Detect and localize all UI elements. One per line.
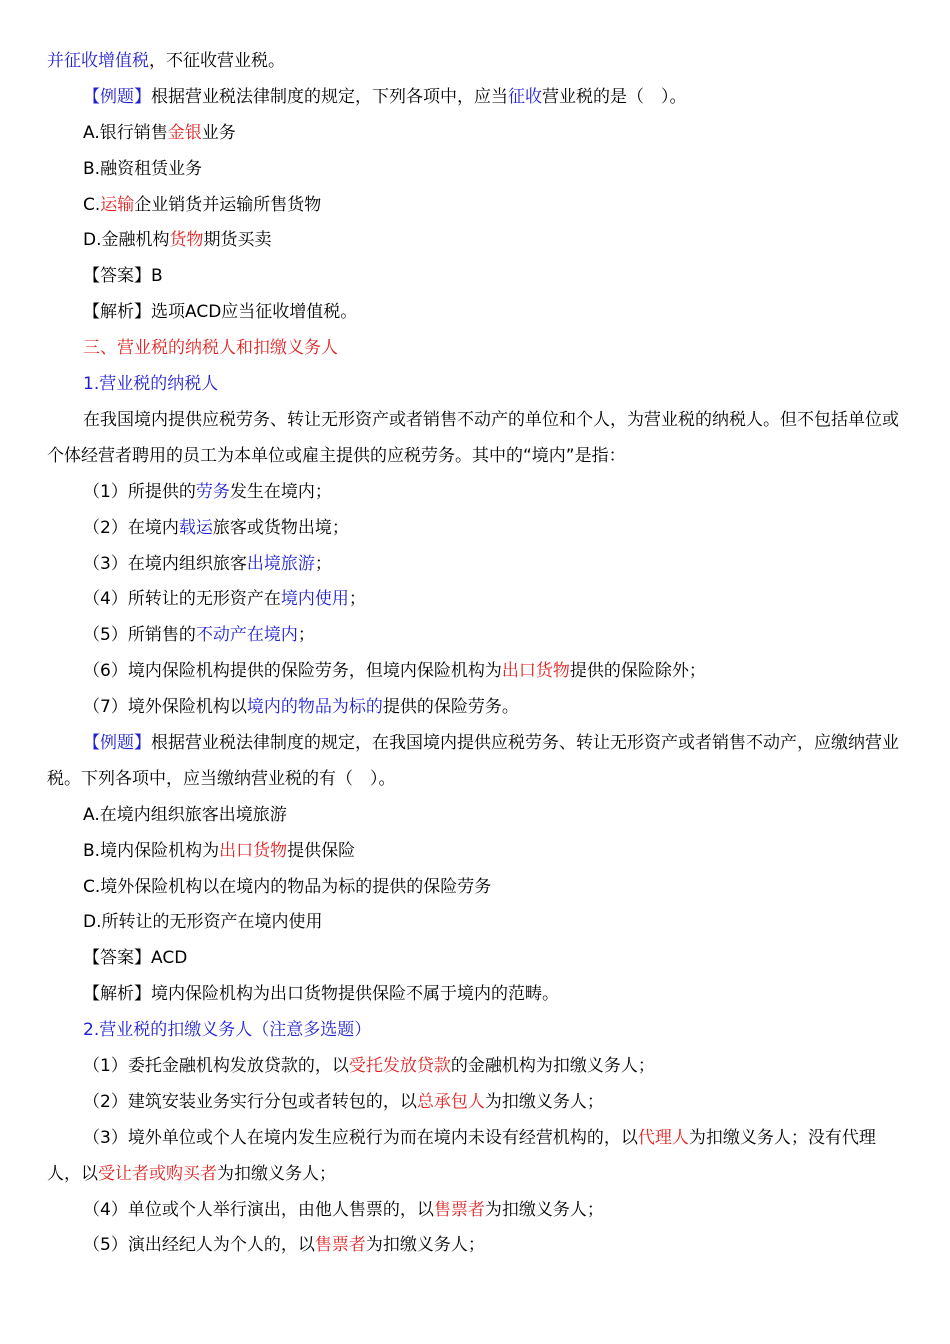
text-run: （5）演出经纪人为个人的，以	[83, 1235, 315, 1256]
text-run: （6）境内保险机构提供的保险劳务，但境内保险机构为	[83, 661, 502, 682]
text-run: 并征收增值税	[47, 51, 149, 71]
text-run: 为扣缴义务人；	[484, 1091, 604, 1112]
text-run: （3）境外单位或个人在境内发生应税行为而在境内未设有经营机构的，以	[83, 1127, 638, 1148]
text-run: D.金融机构	[83, 230, 170, 251]
paragraph-in7	[47, 690, 903, 726]
text-run: 1.营业税的纳税人	[83, 374, 219, 395]
paragraph-ex2-q	[47, 726, 903, 798]
text-run: 【例题】	[83, 732, 151, 753]
text-run: 境内的物品为标的	[246, 697, 383, 718]
paragraph-ex2-ans	[47, 941, 903, 977]
text-run: 企业销货并运输所售货物	[134, 194, 322, 215]
text-run: 出口货物	[219, 840, 288, 861]
text-run: 不动产在境内	[195, 625, 298, 646]
text-run: 根据营业税法律制度的规定，在我国境内提供应税劳务、转让无形资产或者销售不动产，应缴纳营业税。下列各项中，应当缴纳营业税的有（ ）。	[47, 732, 899, 789]
text-run: A.银行销售	[83, 122, 168, 143]
paragraph-in2	[47, 511, 903, 547]
paragraph-para1	[47, 403, 903, 475]
text-run: 出口货物	[501, 661, 570, 682]
text-run: 劳务	[195, 481, 230, 502]
paragraph-ex1-exp	[47, 295, 903, 331]
text-run: 期货买卖	[203, 230, 272, 251]
paragraph-in5	[47, 618, 903, 654]
text-run: 征收	[508, 86, 542, 107]
text-run: 提供的保险除外；	[569, 661, 706, 682]
paragraph-in3	[47, 547, 903, 583]
text-run: （5）所销售的	[83, 625, 196, 646]
text-run: 受托发放贷款	[348, 1056, 451, 1076]
text-run: 旅客或货物出境；	[212, 517, 349, 538]
paragraph-ex2-b	[47, 834, 903, 870]
text-run: （3）在境内组织旅客	[83, 553, 247, 574]
paragraph-w2	[47, 1085, 903, 1121]
text-run: （2）建筑安装业务实行分包或者转包的，以	[83, 1091, 417, 1112]
text-run: 载运	[178, 517, 213, 538]
text-run: ，不征收营业税。	[149, 51, 285, 71]
text-run: C.境外保险机构以在境内的物品为标的提供的保险劳务	[83, 876, 492, 897]
text-run: 售票者	[433, 1199, 485, 1220]
text-run: 【解析】选项ACD应当征收增值税。	[83, 302, 358, 323]
text-run: 【答案】B	[83, 266, 163, 287]
text-run: 为扣缴义务人；	[365, 1235, 485, 1256]
document-page	[47, 44, 903, 1264]
text-run: 【例题】	[83, 86, 151, 107]
text-run: 提供保险	[287, 840, 356, 861]
paragraph-sec3	[47, 331, 903, 367]
text-run: 根据营业税法律制度的规定，下列各项中，应当	[151, 86, 508, 107]
text-run: 为扣缴义务人；	[484, 1199, 604, 1220]
paragraph-ex1-ans	[47, 259, 903, 295]
paragraph-w5	[47, 1228, 903, 1264]
text-run: 【答案】ACD	[83, 948, 188, 969]
paragraph-ex1-q	[47, 80, 903, 116]
paragraph-in4	[47, 582, 903, 618]
paragraph-ex2-exp	[47, 977, 903, 1013]
text-run: B.境内保险机构为	[83, 840, 220, 861]
paragraph-intro-end	[47, 44, 903, 80]
text-run: （1）所提供的	[83, 481, 196, 502]
paragraph-in6	[47, 654, 903, 690]
text-run: （1）委托金融机构发放贷款的，以	[83, 1056, 349, 1076]
text-run: 提供的保险劳务。	[382, 697, 519, 718]
text-run: 出境旅游	[246, 553, 315, 574]
paragraph-sec3-1	[47, 367, 903, 403]
text-run: 金银	[167, 122, 202, 143]
text-run: B.融资租赁业务	[83, 158, 203, 179]
text-run: 为扣缴义务人；	[217, 1163, 336, 1184]
paragraph-sec3-2	[47, 1013, 903, 1049]
paragraph-ex2-d	[47, 905, 903, 941]
text-run: 总承包人	[416, 1091, 485, 1112]
text-run: 货物	[169, 230, 204, 251]
paragraph-ex1-a	[47, 116, 903, 152]
text-run: 三、营业税的纳税人和扣缴义务人	[83, 338, 338, 359]
paragraph-ex1-d	[47, 223, 903, 259]
paragraph-ex2-a	[47, 798, 903, 834]
text-run: A.在境内组织旅客出境旅游	[83, 804, 287, 825]
text-run: 2.营业税的扣缴义务人（注意多选题）	[83, 1020, 372, 1041]
text-run: 售票者	[314, 1235, 366, 1256]
text-run: ；	[314, 553, 332, 574]
text-run: D.所转让的无形资产在境内使用	[83, 912, 323, 933]
paragraph-ex2-c	[47, 870, 903, 906]
text-run: C.	[83, 194, 101, 215]
text-run: 业务	[201, 122, 236, 143]
paragraph-ex1-c	[47, 188, 903, 224]
text-run: 境内使用	[280, 589, 349, 610]
paragraph-in1	[47, 475, 903, 511]
text-run: （7）境外保险机构以	[83, 697, 247, 718]
text-run: ；	[297, 625, 315, 646]
text-run: （2）在境内	[83, 517, 179, 538]
text-run: （4）所转让的无形资产在	[83, 589, 281, 610]
text-run: 【解析】境内保险机构为出口货物提供保险不属于境内的范畴。	[83, 984, 559, 1005]
text-run: 营业税的是（ ）。	[542, 86, 687, 107]
text-run: 受让者或购买者	[98, 1163, 217, 1184]
paragraph-w1	[47, 1049, 903, 1085]
text-run: 代理人	[637, 1127, 689, 1148]
text-run: 的金融机构为扣缴义务人；	[450, 1056, 655, 1076]
text-run: 在我国境内提供应税劳务、转让无形资产或者销售不动产的单位和个人，为营业税的纳税人。但不包括单位或个体经营者聘用的员工为本单位或雇主提供的应税劳务。其中的“境内”是指：	[47, 409, 899, 466]
text-run: （4）单位或个人举行演出，由他人售票的，以	[83, 1199, 434, 1220]
text-run: ；	[348, 589, 366, 610]
text-run: 运输	[100, 194, 135, 215]
paragraph-w3	[47, 1121, 903, 1193]
paragraph-w4	[47, 1193, 903, 1229]
text-run: 为扣缴义务人；没有代理人，以	[47, 1127, 876, 1184]
text-run: 发生在境内；	[229, 481, 332, 502]
paragraph-ex1-b	[47, 152, 903, 188]
